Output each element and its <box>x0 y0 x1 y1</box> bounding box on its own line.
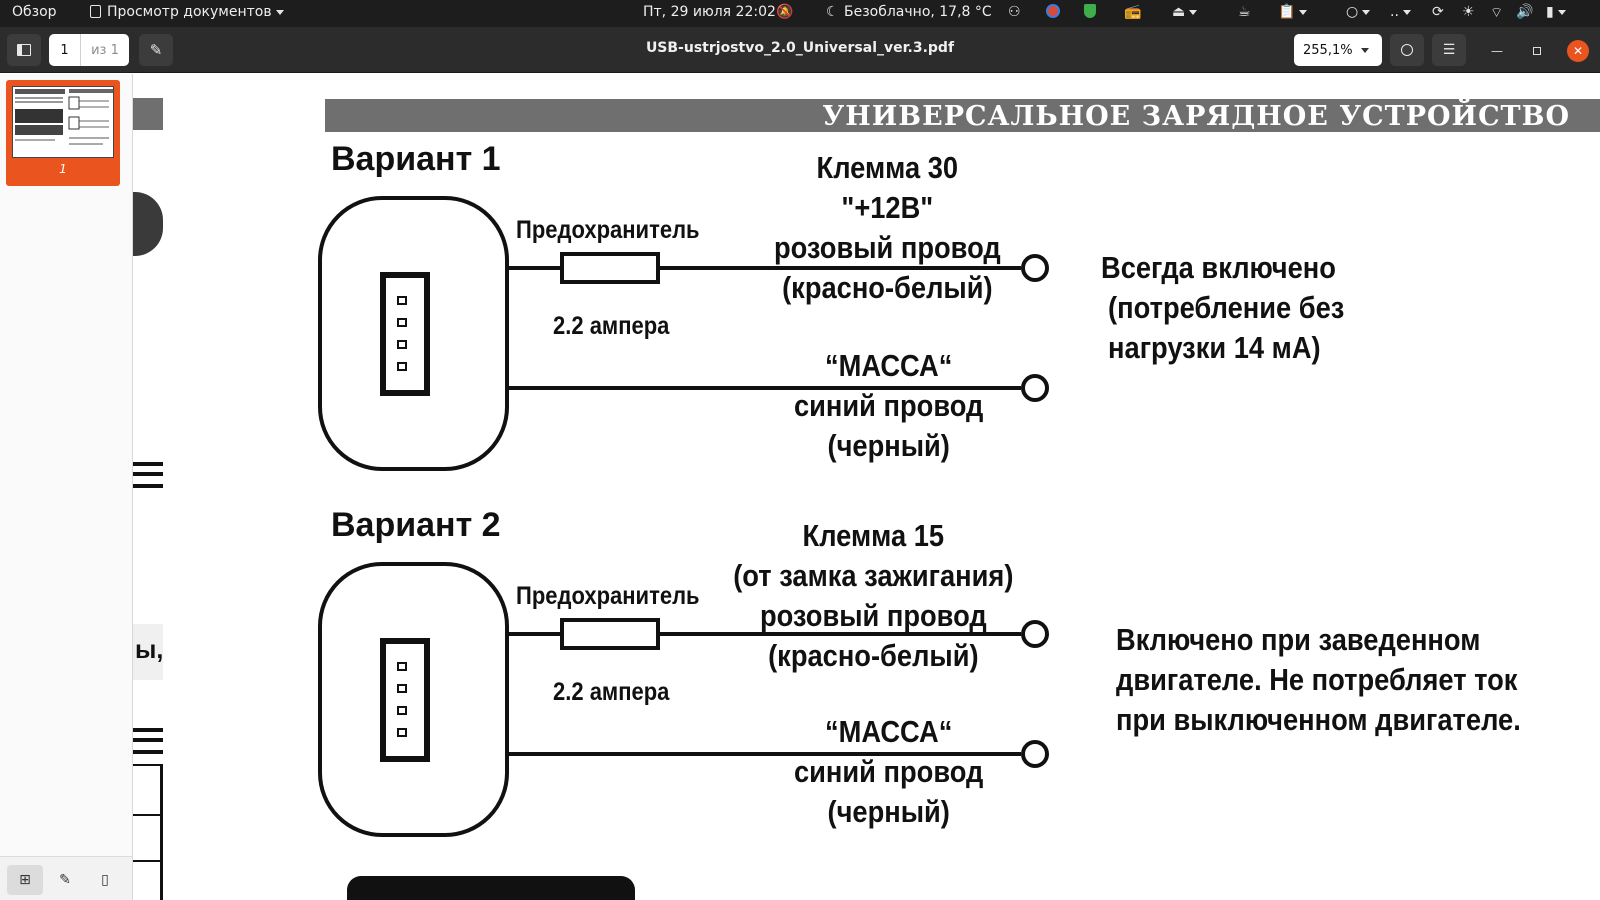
notifications-muted-icon: 🔕 <box>776 4 794 20</box>
variant2-note-line: Включено при заведенном <box>1116 622 1481 657</box>
variant1-note-line: (потребление без <box>1108 290 1345 325</box>
variant2-ground-terminal <box>1023 742 1047 766</box>
chevron-down-icon <box>1189 10 1197 15</box>
header-bar <box>0 27 1600 73</box>
variant2-ground-line: синий провод <box>793 754 984 789</box>
variant1-note-line: Всегда включено <box>1101 250 1336 285</box>
bookmarks-view-button[interactable] <box>87 865 123 895</box>
minimize-button[interactable] <box>1487 41 1507 61</box>
search-icon <box>1401 44 1413 56</box>
variant1-terminal-line: (красно-белый) <box>782 270 993 305</box>
variant2-title: Вариант 2 <box>331 506 501 544</box>
variant2-terminal-line: (красно-белый) <box>768 638 979 673</box>
variant1-ground-label <box>791 346 986 466</box>
variant2-terminal-line: Клемма 15 <box>802 518 945 553</box>
variant1-note-line: нагрузки 14 мА) <box>1108 330 1321 365</box>
restore-icon <box>1533 47 1541 55</box>
maximize-button[interactable] <box>1527 41 1547 61</box>
chevron-down-icon <box>1403 10 1411 15</box>
variant1-charger-body <box>320 198 507 469</box>
variant2-note-line: при выключенном двигателе. <box>1116 702 1521 737</box>
annotations-view-button[interactable] <box>47 865 83 895</box>
app-menu-label: Просмотр документов <box>107 4 272 20</box>
document-view[interactable] <box>133 74 1600 900</box>
variant1-fuse-rating: 2.2 ампера <box>553 312 670 340</box>
zoom-select[interactable] <box>1294 34 1382 66</box>
chevron-down-icon <box>276 10 284 15</box>
clock[interactable]: Пт, 29 июля 22:02 <box>643 4 776 20</box>
variant1-title: Вариант 1 <box>331 140 501 178</box>
variant1-ground-terminal <box>1023 376 1047 400</box>
radio-icon[interactable]: 📻 <box>1124 4 1142 20</box>
variant1-ground-line: синий провод <box>793 388 984 423</box>
chevron-down-icon <box>1361 48 1369 53</box>
wifi-icon[interactable]: ⌔ <box>1490 5 1504 21</box>
weather-status[interactable]: Безоблачно, 17,8 °C <box>844 4 992 20</box>
search-button[interactable] <box>1390 34 1424 66</box>
variant2-fuse-rating: 2.2 ампера <box>553 678 670 706</box>
variant2-fuse-label: Предохранитель <box>516 582 700 610</box>
document-heading: УНИВЕРСАЛЬНОЕ ЗАРЯДНОЕ УСТРОЙСТВО <box>822 101 1570 132</box>
variant2-note <box>1116 620 1521 740</box>
variant2-terminal-line: розовый провод <box>759 598 987 633</box>
annotate-button[interactable] <box>139 34 173 66</box>
variant2-usb-pins <box>398 663 406 736</box>
variant2-usb-port <box>383 641 427 759</box>
activities-button[interactable]: Обзор <box>12 4 57 20</box>
page-count-label: из 1 <box>91 42 119 58</box>
variant1-positive-terminal <box>1023 256 1047 280</box>
overflow-indicator[interactable] <box>1390 4 1411 20</box>
overflow-label: .. <box>1390 4 1399 20</box>
hamburger-icon: ☰ <box>1442 42 1456 58</box>
variant1-fuse <box>562 254 658 282</box>
zoom-value: 255,1% <box>1303 42 1353 58</box>
annotation-icon: ✎ <box>59 872 71 888</box>
pencil-icon: ✎ <box>149 41 163 59</box>
variant1-terminal-line: "+12В" <box>841 190 934 225</box>
variant1-note <box>1101 248 1344 368</box>
sidebar-footer <box>0 856 132 900</box>
shield-icon[interactable] <box>1084 4 1096 22</box>
variant1-ground-line: “МАССА“ <box>824 348 953 383</box>
battery-icon[interactable]: ▮ <box>1546 4 1566 20</box>
sidebar-toggle-button[interactable] <box>7 34 41 66</box>
current-page-input[interactable]: 1 <box>49 34 81 66</box>
circle-indicator-icon[interactable]: ○ <box>1346 4 1370 20</box>
main-menu-button[interactable] <box>1432 34 1466 66</box>
variant2-ground-label <box>791 712 986 832</box>
variant1-usb-port <box>383 275 427 393</box>
chevron-down-icon <box>1362 10 1370 15</box>
thumbnail-preview <box>13 87 114 158</box>
thumbnail-sidebar <box>0 74 133 900</box>
controller-icon[interactable]: ⚇ <box>1008 4 1021 20</box>
app-menu[interactable] <box>90 4 284 20</box>
next-section-edge <box>347 876 635 900</box>
weather-icon: ☾ <box>826 4 839 20</box>
document-title: USB-ustrjostvo_2.0_Universal_ver.3.pdf <box>645 40 955 56</box>
variant1-usb-pins <box>398 297 406 370</box>
thumbnail-page-number: 1 <box>59 162 67 176</box>
rotate-icon[interactable]: ⟳ <box>1432 4 1444 20</box>
variant2-fuse <box>562 620 658 648</box>
page-thumbnail-selected[interactable] <box>6 80 120 186</box>
variant2-charger-body <box>320 564 507 835</box>
variant1-terminal-label <box>765 148 1010 308</box>
variant1-terminal-line: розовый провод <box>773 230 1001 265</box>
browser-icon[interactable] <box>1046 4 1060 22</box>
variant2-terminal-line: (от замка зажигания) <box>733 558 1014 593</box>
chevron-down-icon <box>1558 10 1566 15</box>
variant2-positive-terminal <box>1023 622 1047 646</box>
page-number-field[interactable] <box>49 34 129 66</box>
page-thumbnail-image <box>12 86 114 158</box>
sidebar-icon <box>17 44 31 56</box>
coffee-icon[interactable]: ☕ <box>1238 4 1251 20</box>
variant1-ground-line: (черный) <box>827 428 950 463</box>
variant1-fuse-label: Предохранитель <box>516 216 700 244</box>
variant2-note-line: двигателе. Не потребляет ток <box>1116 662 1518 697</box>
grid-icon: ⊞ <box>19 872 31 888</box>
chevron-down-icon <box>1299 10 1307 15</box>
document-viewer-icon <box>90 5 101 18</box>
variant1-terminal-line: Клемма 30 <box>816 150 959 185</box>
volume-icon[interactable]: 🔊 <box>1516 4 1534 20</box>
variant2-ground-line: (черный) <box>827 794 950 829</box>
clipboard-icon[interactable]: 📋 <box>1278 4 1307 20</box>
thumbnails-view-button[interactable] <box>7 865 43 895</box>
system-top-bar <box>0 0 1600 27</box>
variant2-ground-line: “МАССА“ <box>824 714 953 749</box>
brightness-icon[interactable]: ☀ <box>1462 4 1475 20</box>
eject-icon[interactable]: ⏏ <box>1172 4 1197 20</box>
book-icon: ▯ <box>101 872 109 888</box>
left-page-text-fragment: ы, <box>135 636 164 664</box>
close-button[interactable] <box>1567 40 1589 62</box>
minimize-icon: — <box>1491 44 1503 58</box>
variant2-terminal-label <box>729 516 1018 676</box>
close-icon: ✕ <box>1572 44 1584 58</box>
